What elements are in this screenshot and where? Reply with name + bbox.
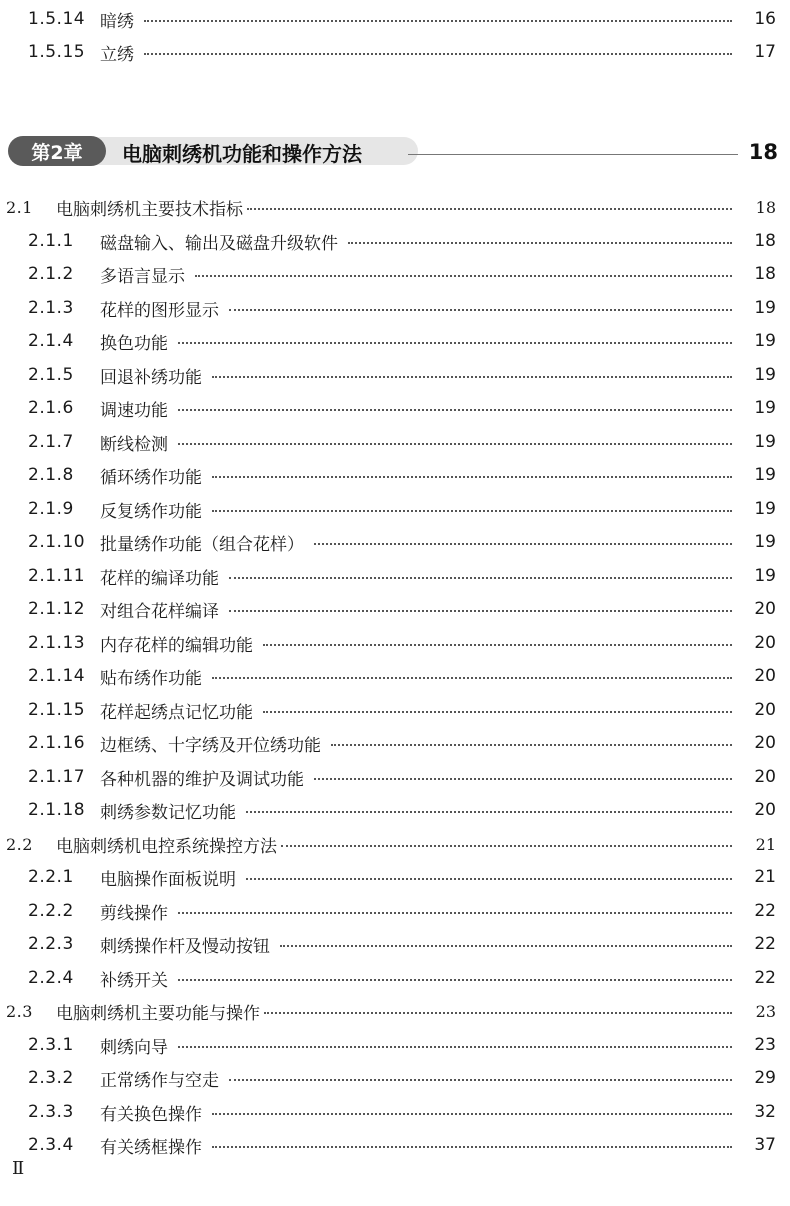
entry-number: 2.2.4 (28, 968, 74, 988)
dot-leader (212, 376, 732, 378)
entry-page: 20 (754, 733, 776, 753)
dot-leader (178, 443, 732, 445)
entry-number: 2.2.1 (28, 867, 74, 887)
entry-number: 2.2.2 (28, 901, 74, 921)
entry-page: 23 (755, 1001, 776, 1021)
entry-page: 19 (754, 499, 776, 519)
entry-page: 29 (754, 1068, 776, 1088)
entry-number: 2.1.11 (28, 566, 86, 586)
entry-title: 立绣 (100, 44, 134, 65)
entry-title: 剪线操作 (100, 903, 168, 924)
entry-title: 循环绣作功能 (100, 467, 202, 488)
entry-number: 2.3.4 (28, 1135, 74, 1155)
toc-entry[interactable] (0, 1097, 790, 1127)
dot-leader (229, 309, 732, 311)
dot-leader (263, 644, 732, 646)
dot-leader (178, 1046, 732, 1048)
entry-page: 22 (754, 968, 776, 988)
toc-section[interactable] (0, 996, 790, 1026)
toc-entry[interactable] (0, 527, 790, 557)
entry-page: 20 (754, 767, 776, 787)
toc-entry[interactable] (0, 1130, 790, 1160)
entry-page: 20 (754, 800, 776, 820)
toc-entry[interactable] (0, 494, 790, 524)
entry-page: 20 (754, 633, 776, 653)
entry-number: 2.1.16 (28, 733, 86, 753)
entry-number: 2.1.18 (28, 800, 86, 820)
entry-number: 1.5.14 (28, 9, 86, 29)
entry-number: 2.2.3 (28, 934, 74, 954)
entry-title: 贴布绣作功能 (100, 668, 202, 689)
toc-entry[interactable] (0, 628, 790, 658)
entry-number: 2.2 (6, 834, 33, 854)
entry-page: 18 (754, 264, 776, 284)
toc-section[interactable] (0, 829, 790, 859)
toc-entry[interactable] (0, 259, 790, 289)
toc-entry[interactable] (0, 896, 790, 926)
entry-number: 2.1.14 (28, 666, 86, 686)
dot-leader (247, 208, 732, 210)
entry-title: 内存花样的编辑功能 (100, 635, 253, 656)
entry-number: 2.1.10 (28, 532, 86, 552)
toc-entry[interactable] (0, 1063, 790, 1093)
entry-page: 19 (754, 298, 776, 318)
toc-entry[interactable] (0, 795, 790, 825)
entry-page: 20 (754, 666, 776, 686)
toc-entry[interactable] (0, 929, 790, 959)
entry-title: 调速功能 (100, 400, 168, 421)
entry-title: 电脑操作面板说明 (100, 869, 236, 890)
dot-leader (263, 711, 732, 713)
toc-entry[interactable] (0, 862, 790, 892)
entry-page: 20 (754, 700, 776, 720)
dot-leader (178, 409, 732, 411)
entry-page: 18 (755, 197, 776, 217)
entry-title: 花样起绣点记忆功能 (100, 702, 253, 723)
entry-number: 2.3 (6, 1001, 33, 1021)
entry-title: 对组合花样编译 (100, 601, 219, 622)
dot-leader (178, 342, 732, 344)
entry-page: 22 (754, 934, 776, 954)
entry-page: 19 (754, 432, 776, 452)
dot-leader (281, 845, 732, 847)
entry-number: 2.1.13 (28, 633, 86, 653)
entry-title: 电脑刺绣机电控系统操控方法 (56, 836, 277, 857)
dot-leader (178, 912, 732, 914)
dot-leader (212, 1146, 732, 1148)
entry-page: 22 (754, 901, 776, 921)
entry-number: 2.3.2 (28, 1068, 74, 1088)
toc-entry[interactable] (0, 762, 790, 792)
entry-number: 1.5.15 (28, 42, 86, 62)
entry-title: 有关绣框操作 (100, 1137, 202, 1158)
dot-leader (212, 1113, 732, 1115)
entry-page: 19 (754, 331, 776, 351)
chapter-page: 18 (748, 140, 778, 164)
entry-number: 2.1.9 (28, 499, 74, 519)
entry-title: 花样的编译功能 (100, 568, 219, 589)
entry-page: 19 (754, 566, 776, 586)
dot-leader (195, 275, 732, 277)
entry-title: 断线检测 (100, 434, 168, 455)
dot-leader (144, 53, 732, 55)
toc-entry[interactable] (0, 226, 790, 256)
dot-leader (280, 945, 732, 947)
toc-entry[interactable] (0, 293, 790, 323)
entry-page: 19 (754, 532, 776, 552)
entry-number: 2.1.6 (28, 398, 74, 418)
toc-entry[interactable] (0, 594, 790, 624)
entry-page: 19 (754, 465, 776, 485)
entry-title: 刺绣向导 (100, 1037, 168, 1058)
entry-number: 2.1.5 (28, 365, 74, 385)
dot-leader (212, 510, 732, 512)
dot-leader (331, 744, 732, 746)
entry-number: 2.1.4 (28, 331, 74, 351)
entry-title: 回退补绣功能 (100, 367, 202, 388)
chapter-heading[interactable] (8, 134, 778, 170)
entry-title: 边框绣、十字绣及开位绣功能 (100, 735, 321, 756)
entry-title: 刺绣参数记忆功能 (100, 802, 236, 823)
entry-title: 花样的图形显示 (100, 300, 219, 321)
dot-leader (229, 1079, 732, 1081)
dot-leader (246, 811, 732, 813)
entry-number: 2.1.8 (28, 465, 74, 485)
entry-number: 2.1.17 (28, 767, 86, 787)
entry-page: 37 (754, 1135, 776, 1155)
entry-title: 批量绣作功能（组合花样） (100, 534, 304, 555)
entry-number: 2.1.7 (28, 432, 74, 452)
dot-leader (314, 778, 732, 780)
entry-page: 18 (754, 231, 776, 251)
entry-number: 2.3.1 (28, 1035, 74, 1055)
dot-leader (264, 1012, 732, 1014)
entry-title: 各种机器的维护及调试功能 (100, 769, 304, 790)
toc-entry[interactable] (0, 360, 790, 390)
entry-title: 反复绣作功能 (100, 501, 202, 522)
chapter-rule (408, 154, 738, 155)
dot-leader (144, 20, 732, 22)
dot-leader (229, 610, 732, 612)
entry-title: 有关换色操作 (100, 1104, 202, 1125)
dot-leader (246, 878, 732, 880)
entry-title: 刺绣操作杆及慢动按钮 (100, 936, 270, 957)
folio: Ⅱ (12, 1158, 25, 1179)
entry-page: 19 (754, 398, 776, 418)
toc-entry[interactable] (0, 427, 790, 457)
chapter-badge: 第2章 (8, 136, 106, 166)
entry-title: 正常绣作与空走 (100, 1070, 219, 1091)
dot-leader (348, 242, 732, 244)
entry-title: 补绣开关 (100, 970, 168, 991)
entry-page: 17 (754, 42, 776, 62)
entry-page: 23 (754, 1035, 776, 1055)
entry-number: 2.1 (6, 197, 33, 217)
toc-entry[interactable] (0, 4, 790, 34)
toc-entry[interactable] (0, 963, 790, 993)
toc-entry[interactable] (0, 460, 790, 490)
dot-leader (212, 476, 732, 478)
entry-number: 2.1.1 (28, 231, 74, 251)
entry-title: 暗绣 (100, 11, 134, 32)
entry-page: 21 (755, 834, 776, 854)
entry-title: 换色功能 (100, 333, 168, 354)
entry-number: 2.1.15 (28, 700, 86, 720)
entry-number: 2.3.3 (28, 1102, 74, 1122)
entry-page: 21 (754, 867, 776, 887)
entry-page: 19 (754, 365, 776, 385)
entry-page: 32 (754, 1102, 776, 1122)
toc-entry[interactable] (0, 37, 790, 67)
toc-entry[interactable] (0, 393, 790, 423)
toc-section[interactable] (0, 192, 790, 222)
toc-entry[interactable] (0, 561, 790, 591)
entry-number: 2.1.2 (28, 264, 74, 284)
entry-title: 电脑刺绣机主要技术指标 (56, 199, 243, 220)
entry-number: 2.1.12 (28, 599, 86, 619)
entry-title: 多语言显示 (100, 266, 185, 287)
toc-entry[interactable] (0, 326, 790, 356)
dot-leader (229, 577, 732, 579)
entry-title: 电脑刺绣机主要功能与操作 (56, 1003, 260, 1024)
entry-page: 20 (754, 599, 776, 619)
chapter-title: 电脑刺绣机功能和操作方法 (122, 142, 362, 166)
toc-entry[interactable] (0, 728, 790, 758)
toc-entry[interactable] (0, 661, 790, 691)
dot-leader (178, 979, 732, 981)
toc-entry[interactable] (0, 1030, 790, 1060)
dot-leader (212, 677, 732, 679)
entry-title: 磁盘输入、输出及磁盘升级软件 (100, 233, 338, 254)
entry-number: 2.1.3 (28, 298, 74, 318)
toc-entry[interactable] (0, 695, 790, 725)
entry-page: 16 (754, 9, 776, 29)
dot-leader (314, 543, 732, 545)
